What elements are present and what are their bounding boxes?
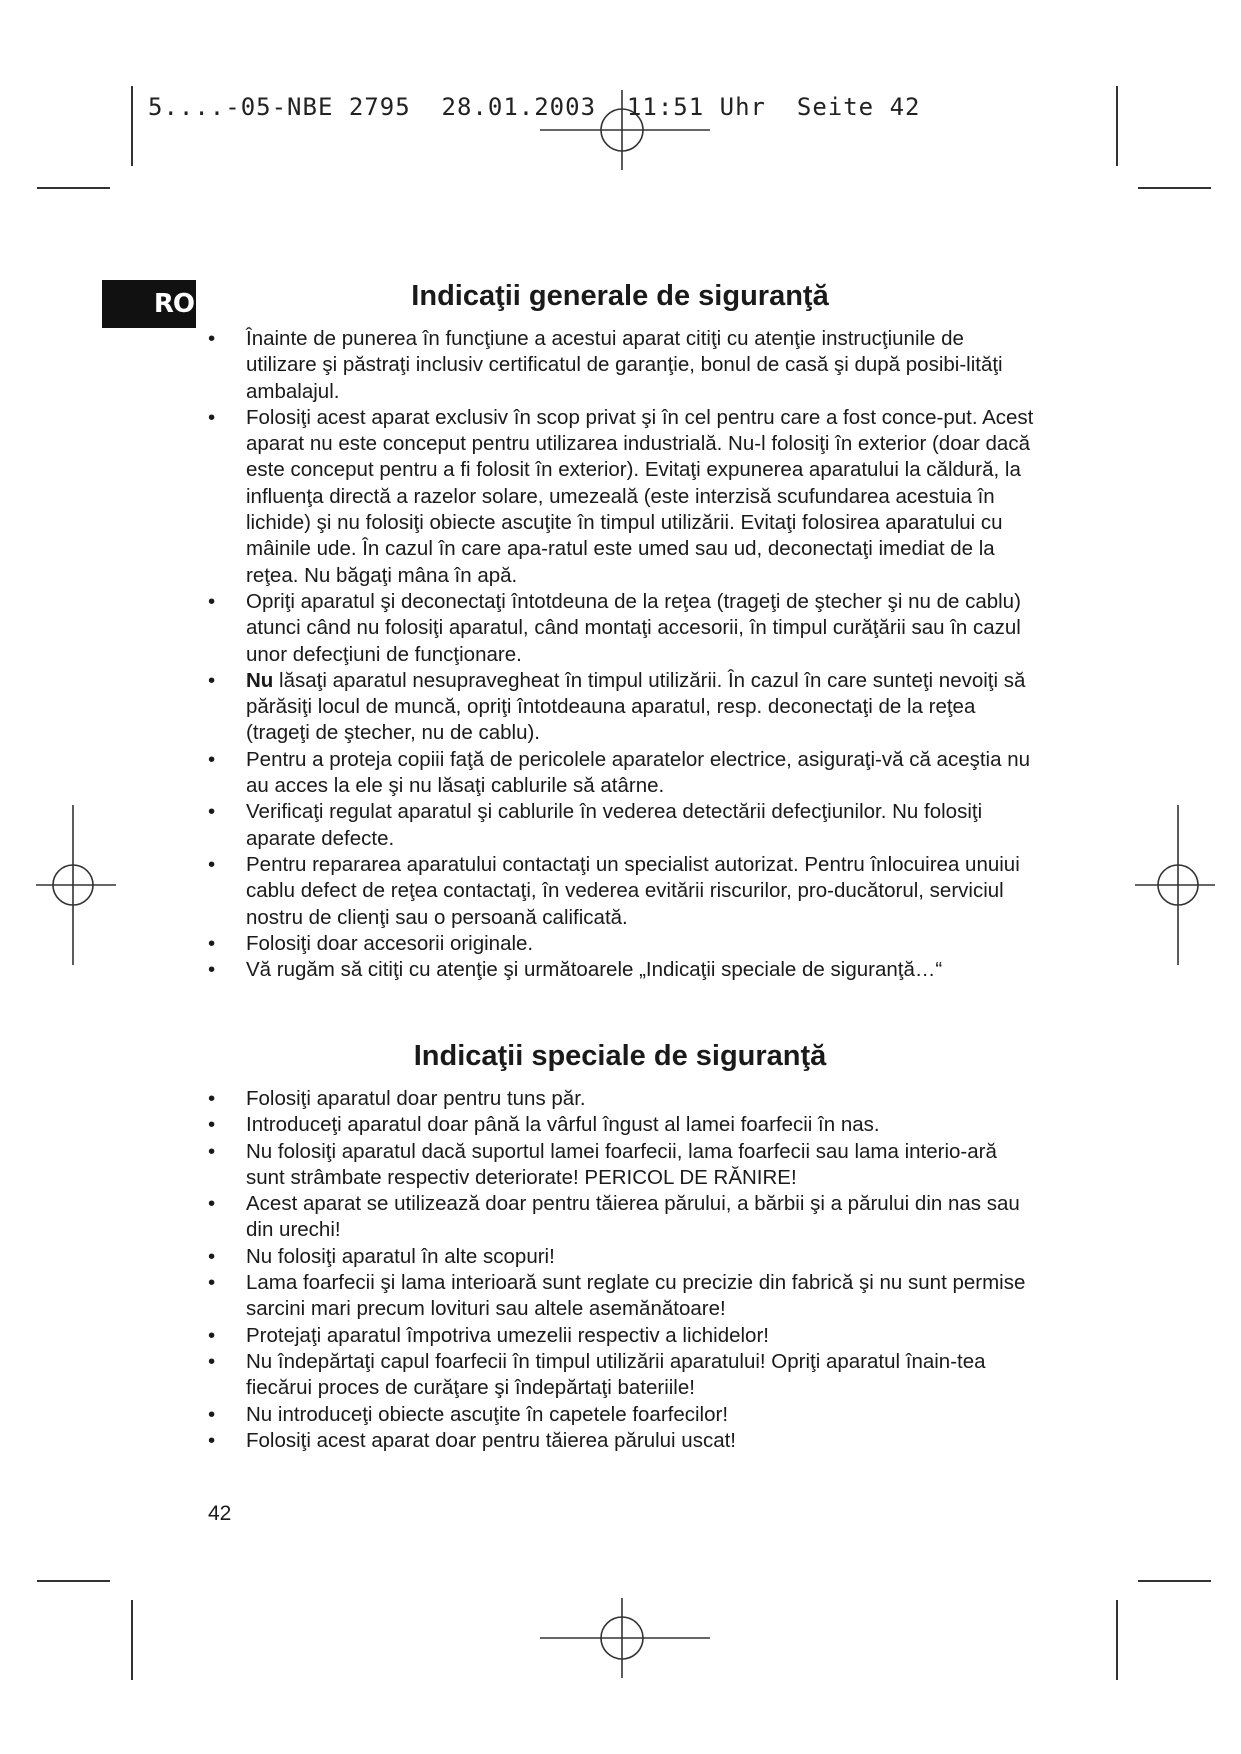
registration-mark-left — [36, 805, 116, 965]
crop-mark-bottom-right-vertical — [1116, 1600, 1118, 1680]
language-tab — [102, 280, 196, 328]
list-item — [208, 1323, 1038, 1349]
list-item-text: Protejaţi aparatul împotriva umezelii respectiv a lichidelor! — [246, 1323, 769, 1347]
language-tab-label: RO — [153, 289, 194, 319]
general-safety-list — [208, 326, 1038, 983]
list-item — [208, 1270, 1038, 1323]
list-item-text: Folosiţi acest aparat doar pentru tăierea părului uscat! — [246, 1428, 736, 1452]
crop-mark-top-right-vertical — [1116, 86, 1118, 166]
page-number: 42 — [208, 1502, 232, 1525]
list-item-text: Folosiţi aparatul doar pentru tuns păr. — [246, 1087, 586, 1110]
list-item — [208, 799, 1038, 852]
list-item-text: Înainte de punerea în funcţiune a acestui aparat citiţi cu atenţie instrucţiunile de utilizare şi păstraţi inclusiv certificatul de garanţie, bonul de casă şi după posibi-lităţi ambalajul. — [246, 327, 1003, 403]
list-item-text: Folosiţi doar accesorii originale. — [246, 931, 534, 955]
crop-mark-top-right-horizontal — [1138, 187, 1211, 189]
list-item-text: Pentru repararea aparatului contactaţi un specialist autorizat. Pentru înlocuirea unuiui cablu defect de reţea contactaţi, în vederea evitării riscurilor, pro-ducătorul, serviciul nostru de clienţi sau o persoană calificată. — [246, 852, 1020, 929]
bullet-icon: • — [208, 1192, 216, 1216]
list-item — [208, 931, 1038, 957]
list-item-emphasis: Nu — [246, 668, 274, 692]
bullet-icon: • — [208, 327, 216, 350]
list-item — [208, 326, 1038, 405]
crop-mark-top-left-vertical — [131, 86, 133, 166]
crop-mark-bottom-left-vertical — [131, 1600, 133, 1680]
print-slug-header: 5....-05-NBE 2795 28.01.2003 11:51 Uhr Seite 42 — [148, 93, 921, 121]
bullet-icon: • — [208, 1244, 216, 1268]
list-item-text: Verificaţi regulat aparatul şi cablurile în vederea detectării defecţiunilor. Nu folosiţi aparate defecte. — [246, 800, 983, 850]
list-item — [208, 1191, 1038, 1244]
bullet-icon: • — [208, 1428, 216, 1452]
bullet-icon: • — [208, 852, 216, 876]
bullet-icon: • — [208, 1139, 216, 1163]
list-item — [208, 589, 1038, 668]
registration-mark-bottom — [540, 1598, 710, 1678]
bullet-icon: • — [208, 1113, 216, 1137]
bullet-icon: • — [208, 931, 216, 955]
crop-mark-bottom-left-horizontal — [37, 1580, 110, 1582]
bullet-icon: • — [208, 1402, 216, 1426]
list-item-text: Folosiţi acest aparat exclusiv în scop privat şi în cel pentru care a fost conce-put. Acest aparat nu este conceput pentru utilizarea industrială. Nu-l folosiţi în exterior (doar dacă este conceput pentru a fi folosit în exterior). Evitaţi expunerea aparatului la căldură, la influenţa directă a razelor solare, umezeală (este interzisă scufundarea acestuia în lichide) şi nu folosiţi obiecte ascuţite în timpul utilizării. Evitaţi folosirea aparatului cu mâinile ude. În cazul în care apa-ratul este umed sau ud, deconectaţi imediat de la reţea. Nu băgaţi mâna în apă. — [246, 405, 1034, 587]
list-item-text: Lama foarfecii şi lama interioară sunt reglate cu precizie din fabrică şi nu sunt permise sarcini mari precum lovituri sau altele asemănătoare! — [246, 1271, 1026, 1321]
list-item-text: Opriţi aparatul şi deconectaţi întotdeuna de la reţea (trageţi de ştecher şi nu de cablu) atunci când nu folosiţi aparatul, când montaţi accesorii, în timpul curăţării sau în cazul unor defecţiuni de funcţionare. — [246, 589, 1021, 666]
list-item-text: Vă rugăm să citiţi cu atenţie şi următoarele „Indicaţii speciale de siguranţă…“ — [246, 958, 943, 982]
bullet-icon: • — [208, 1323, 216, 1347]
list-item — [208, 1349, 1038, 1402]
bullet-icon: • — [208, 589, 216, 613]
list-item — [208, 1086, 1038, 1112]
list-item-text: lăsaţi aparatul nesupravegheat în timpul utilizării. În cazul în care sunteţi nevoiţi să părăsiţi locul de muncă, opriţi întotdeauna aparatul, resp. deconectaţi de la reţea (trageţi de ştecher, nu de cablu). — [246, 668, 1026, 745]
special-safety-title: Indicaţii speciale de siguranţă — [413, 1040, 827, 1072]
list-item — [208, 747, 1038, 800]
bullet-icon: • — [208, 1349, 216, 1373]
list-item-text: Acest aparat se utilizează doar pentru tăierea părului, a bărbii şi a părului din nas sau din urechi! — [246, 1192, 1020, 1242]
list-item-text: Nu folosiţi aparatul dacă suportul lamei foarfecii, lama foarfecii sau lama interio-ară sunt strâmbate respectiv deteriorate! PERICOL DE RĂNIRE! — [246, 1139, 997, 1189]
list-item — [208, 1402, 1038, 1428]
crop-mark-bottom-right-horizontal — [1138, 1580, 1211, 1582]
bullet-icon: • — [208, 958, 216, 982]
list-item — [208, 1428, 1038, 1454]
list-item — [208, 1112, 1038, 1138]
special-safety-list — [208, 1086, 1038, 1454]
list-item — [208, 852, 1038, 931]
bullet-icon: • — [208, 1087, 216, 1110]
list-item — [208, 1139, 1038, 1192]
registration-mark-right — [1135, 805, 1215, 965]
bullet-icon: • — [208, 800, 216, 824]
list-item-text: Introduceţi aparatul doar până la vârful îngust al lamei foarfecii în nas. — [246, 1113, 880, 1137]
list-item — [208, 957, 1038, 983]
list-item — [208, 668, 1038, 747]
bullet-icon: • — [208, 668, 216, 692]
list-item — [208, 405, 1038, 589]
bullet-icon: • — [208, 1271, 216, 1295]
list-item — [208, 1244, 1038, 1270]
crop-mark-top-left-horizontal — [37, 187, 110, 189]
bullet-icon: • — [208, 747, 216, 771]
list-item-text: Nu introduceţi obiecte ascuţite în capetele foarfecilor! — [246, 1402, 729, 1426]
list-item-text: Nu folosiţi aparatul în alte scopuri! — [246, 1244, 555, 1268]
bullet-icon: • — [208, 405, 216, 429]
list-item-text: Nu îndepărtaţi capul foarfecii în timpul utilizării aparatului! Opriţi aparatul înain-tea fiecărui proces de curăţare şi îndepărtaţi bateriile! — [246, 1349, 986, 1400]
general-safety-title: Indicaţii generale de siguranţă — [411, 280, 829, 312]
list-item-text: Pentru a proteja copiii faţă de pericolele aparatelor electrice, asiguraţi-vă că aceştia nu au acces la ele şi nu lăsaţi cablurile să atârne. — [246, 747, 1030, 798]
